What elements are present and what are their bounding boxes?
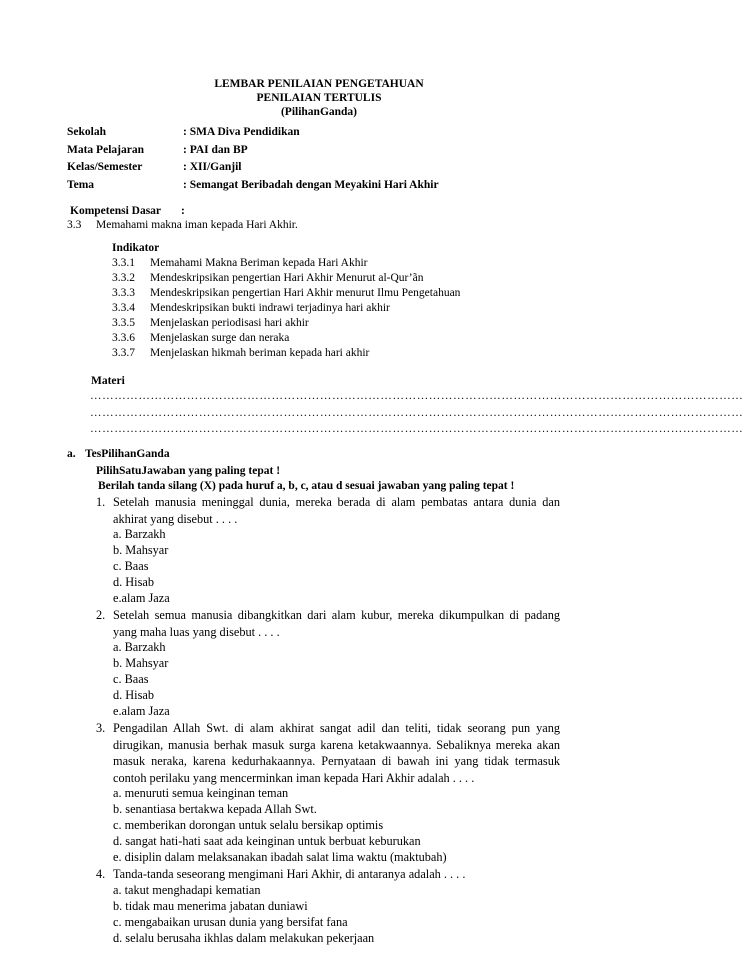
- kompetensi-label: Kompetensi Dasar: [70, 205, 162, 217]
- indikator-text: Mendeskripsikan bukti indrawi terjadinya hari akhir: [150, 302, 390, 314]
- section-letter: a.: [67, 448, 76, 460]
- answer-option[interactable]: d. sangat hati-hati saat ada keinginan untuk berbuat keburukan: [113, 834, 421, 848]
- indikator-text: Mendeskripsikan pengertian Hari Akhir menurut Ilmu Pengetahuan: [150, 287, 461, 299]
- kompetensi-text: Memahami makna iman kepada Hari Akhir.: [96, 219, 298, 231]
- answer-option[interactable]: a. Barzakh: [113, 527, 166, 541]
- answer-option[interactable]: e.alam Jaza: [113, 704, 170, 718]
- indikator-number: 3.3.5: [112, 317, 135, 329]
- page-subtitle-type: (PilihanGanda): [280, 106, 358, 118]
- indikator-text: Mendeskripsikan pengertian Hari Akhir Menurut al-Qur’ãn: [150, 272, 424, 284]
- answer-option[interactable]: a. takut menghadapi kematian: [113, 883, 261, 897]
- kompetensi-number: 3.3: [67, 219, 82, 231]
- question-text: Tanda-tanda seseorang mengimani Hari Akhir, di antaranya adalah . . . .: [113, 867, 466, 881]
- materi-dotted-line: ………………………………………………………………………………………………………………………………………………: [90, 390, 743, 402]
- answer-option[interactable]: c. Baas: [113, 672, 149, 686]
- question-text: Setelah semua manusia dibangkitkan dari alam kubur, mereka dikumpulkan di padang yang maha luas yang disebut . . . .: [113, 608, 560, 639]
- question-number: 4.: [96, 867, 106, 881]
- info-label: Sekolah: [67, 126, 106, 138]
- answer-option[interactable]: b. Mahsyar: [113, 656, 169, 670]
- indikator-text: Menjelaskan hikmah beriman kepada hari akhir: [150, 347, 370, 359]
- answer-option[interactable]: e.alam Jaza: [113, 591, 170, 605]
- indikator-number: 3.3.2: [112, 272, 135, 284]
- indikator-text: Memahami Makna Beriman kepada Hari Akhir: [150, 257, 368, 269]
- info-label: Tema: [67, 179, 95, 191]
- answer-option[interactable]: b. Mahsyar: [113, 543, 169, 557]
- question-number: 3.: [96, 721, 106, 735]
- question-1: [96, 494, 560, 527]
- answer-option[interactable]: c. mengabaikan urusan dunia yang bersifat fana: [113, 915, 348, 929]
- answer-option[interactable]: c. Baas: [113, 559, 149, 573]
- question-number: 2.: [96, 608, 106, 622]
- materi-dotted-line: ………………………………………………………………………………………………………………………………………………: [90, 423, 743, 435]
- materi-heading: Materi: [91, 375, 125, 387]
- info-value: : XII/Ganjil: [183, 161, 242, 173]
- info-value: : Semangat Beribadah dengan Meyakini Hari Akhir: [183, 179, 439, 191]
- indikator-number: 3.3.3: [112, 287, 135, 299]
- question-text: Pengadilan Allah Swt. di alam akhirat sangat adil dan teliti, tidak seorang pun yang dirugikan, manusia berhak masuk surga karena ketakwaannya. Sebaliknya mereka akan masuk neraka, karena kedurhakaannya. Pernyataan di bawah ini yang tidak termasuk contoh perilaku yang mencerminkan iman kepada Hari Akhir adalah . . . .: [113, 721, 560, 785]
- instruction-line: PilihSatuJawaban yang paling tepat !: [96, 465, 281, 477]
- info-label: Kelas/Semester: [67, 161, 143, 173]
- answer-option[interactable]: b. senantiasa bertakwa kepada Allah Swt.: [113, 802, 317, 816]
- indikator-text: Menjelaskan surge dan neraka: [150, 332, 290, 344]
- kompetensi-colon: :: [181, 205, 185, 217]
- materi-dotted-line: ………………………………………………………………………………………………………………………………………………: [90, 407, 743, 419]
- page-title: LEMBAR PENILAIAN PENGETAHUAN: [214, 78, 424, 90]
- indikator-text: Menjelaskan periodisasi hari akhir: [150, 317, 309, 329]
- answer-option[interactable]: c. memberikan dorongan untuk selalu bersikap optimis: [113, 818, 384, 832]
- answer-option[interactable]: a. menuruti semua keinginan teman: [113, 786, 289, 800]
- indikator-number: 3.3.6: [112, 332, 135, 344]
- answer-option[interactable]: e. disiplin dalam melaksanakan ibadah salat lima waktu (maktubah): [113, 850, 447, 864]
- info-value: : SMA Diva Pendidikan: [183, 126, 300, 138]
- indikator-number: 3.3.7: [112, 347, 135, 359]
- indikator-number: 3.3.4: [112, 302, 135, 314]
- question-4: [96, 866, 560, 883]
- info-label: Mata Pelajaran: [67, 144, 144, 156]
- answer-option[interactable]: d. selalu berusaha ikhlas dalam melakukan pekerjaan: [113, 931, 375, 945]
- page-subtitle: PENILAIAN TERTULIS: [256, 92, 382, 104]
- indikator-number: 3.3.1: [112, 257, 135, 269]
- question-3: [96, 720, 560, 786]
- answer-option[interactable]: d. Hisab: [113, 575, 154, 589]
- answer-option[interactable]: b. tidak mau menerima jabatan duniawi: [113, 899, 308, 913]
- question-number: 1.: [96, 495, 106, 509]
- answer-option[interactable]: a. Barzakh: [113, 640, 166, 654]
- instruction-line: Berilah tanda silang (X) pada huruf a, b, c, atau d sesuai jawaban yang paling tepat !: [98, 480, 515, 492]
- kompetensi-heading: [70, 205, 185, 217]
- indikator-heading: Indikator: [112, 242, 160, 254]
- question-text: Setelah manusia meninggal dunia, mereka berada di alam pembatas antara dunia dan akhirat yang disebut . . . .: [113, 495, 560, 526]
- info-value: : PAI dan BP: [183, 144, 248, 156]
- answer-option[interactable]: d. Hisab: [113, 688, 154, 702]
- question-2: [96, 607, 560, 640]
- section-title: TesPilihanGanda: [85, 448, 170, 460]
